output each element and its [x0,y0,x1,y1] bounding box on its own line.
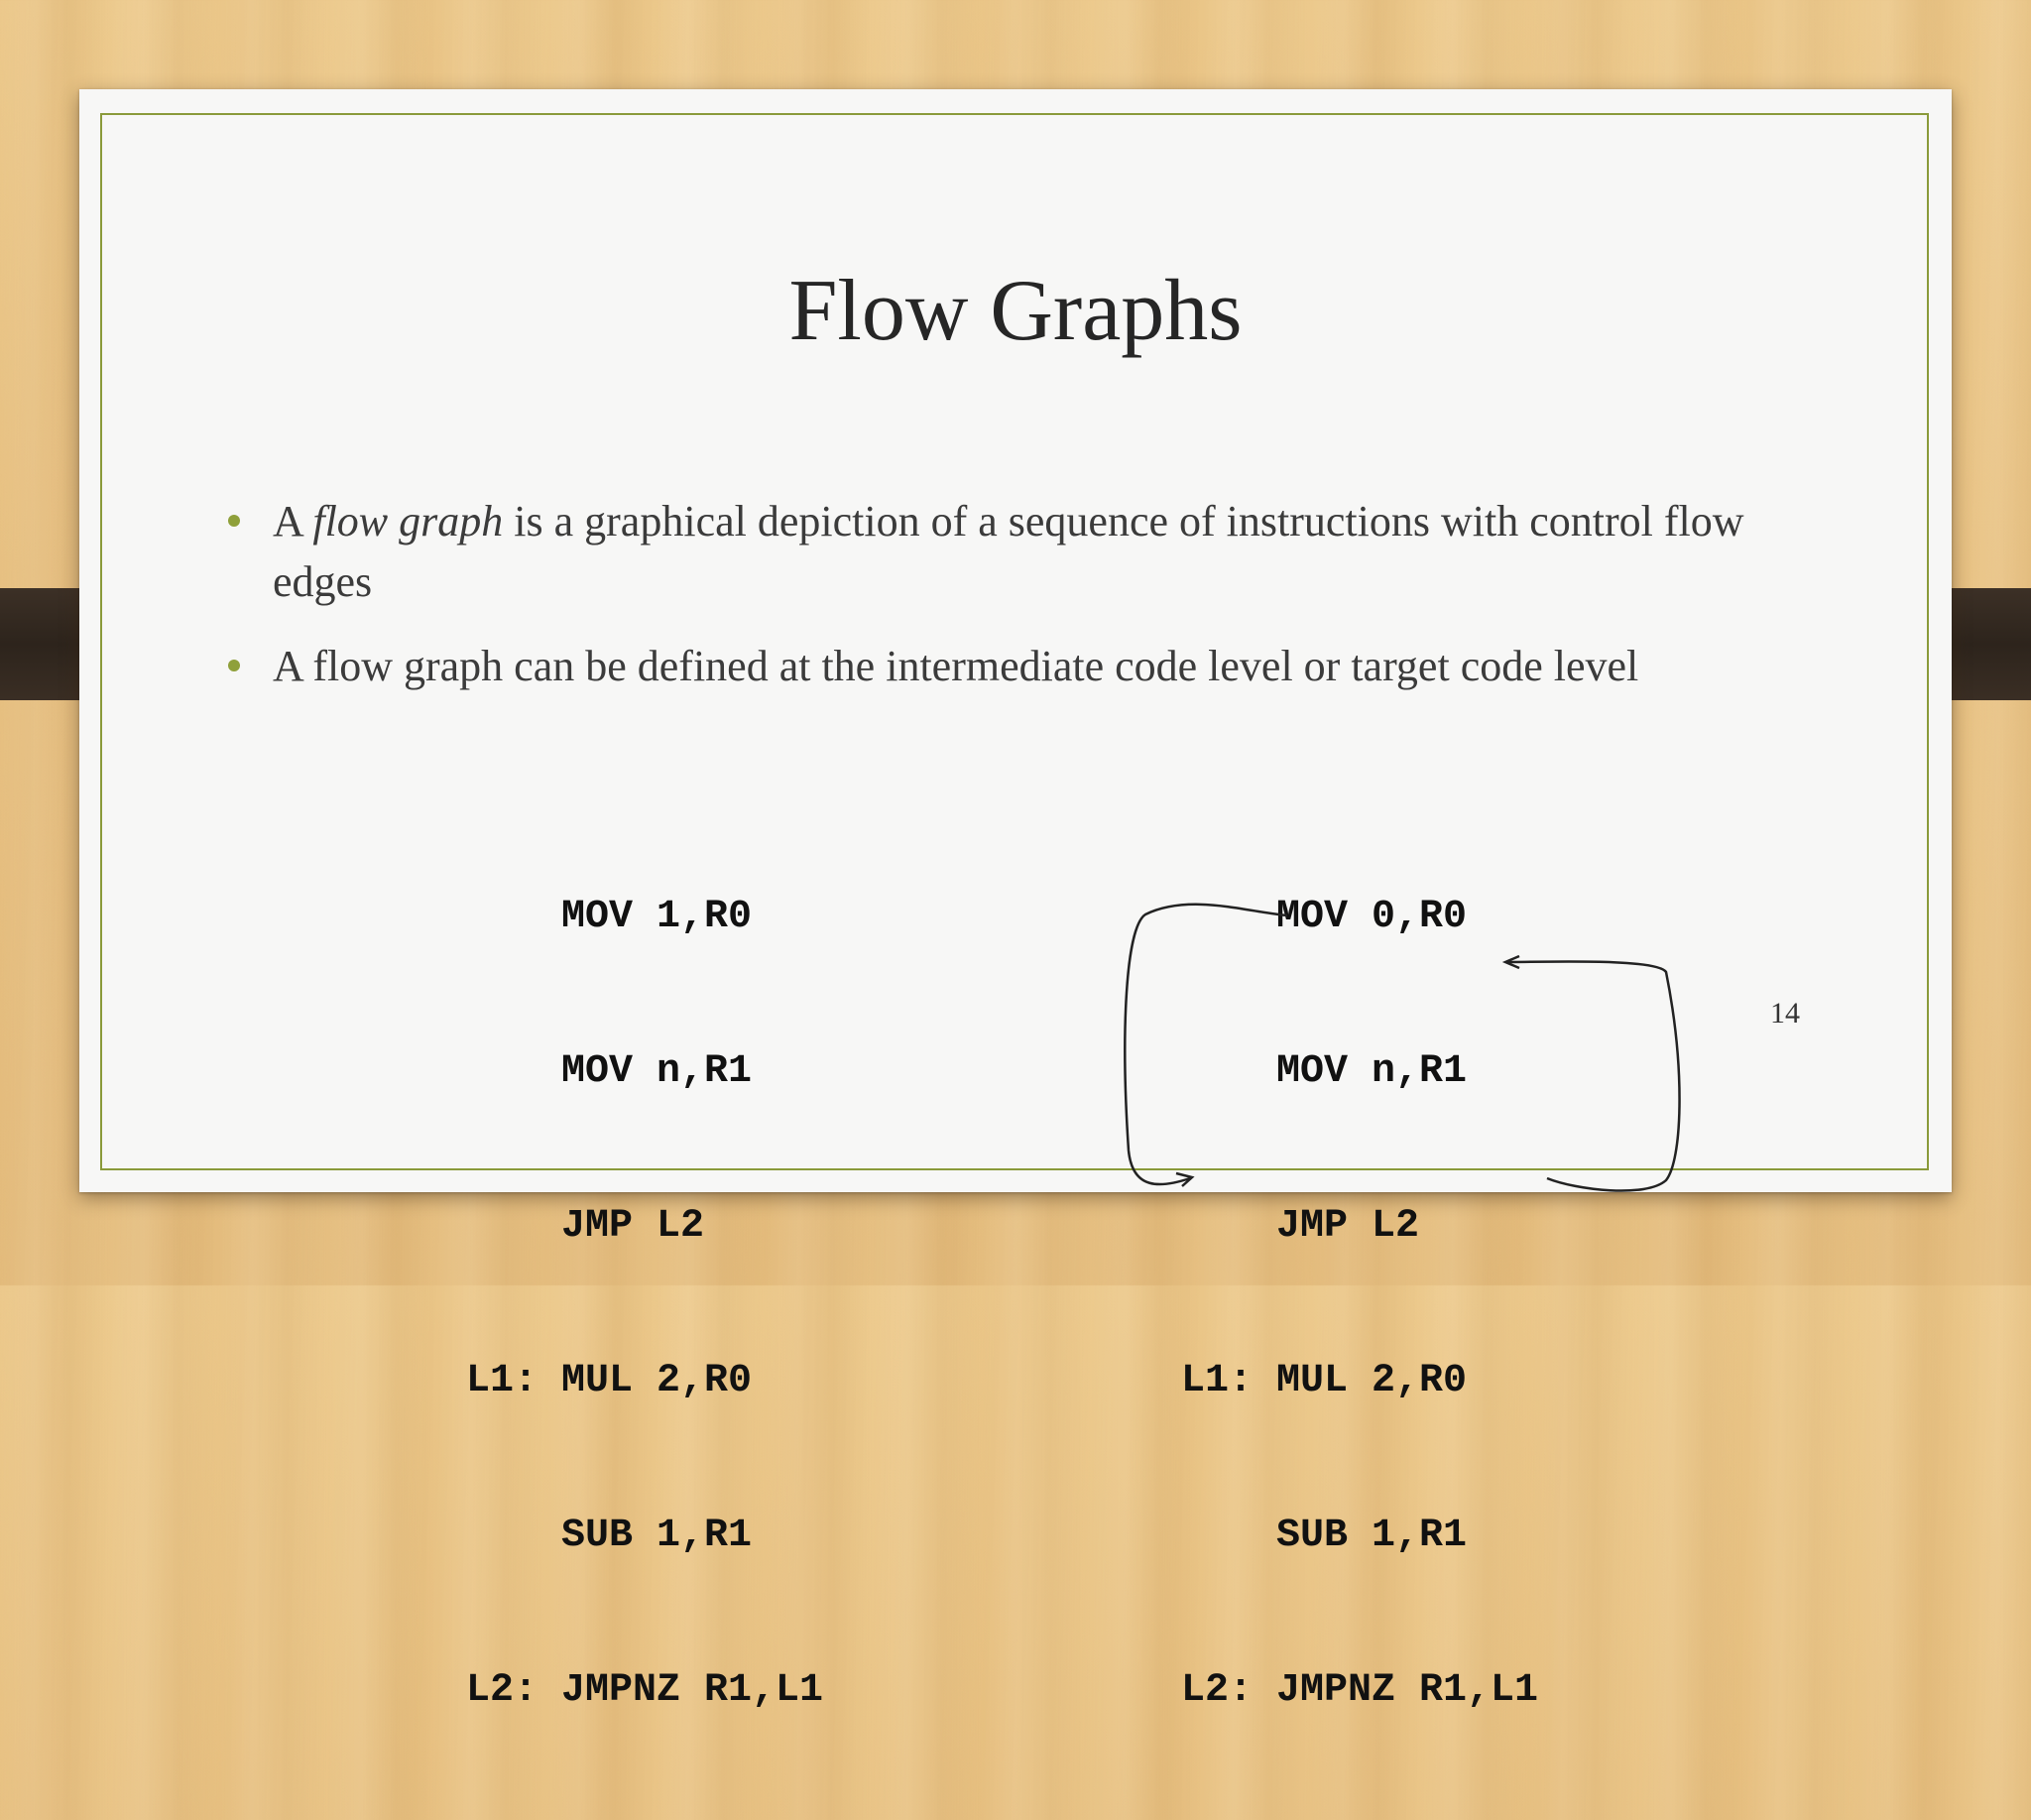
bullet-text-suffix: is a graphical depiction of a sequence of instructions with control flow edges [273,497,1744,606]
code-instruction: MOV n,R1 [561,1049,753,1094]
code-line [1181,1511,1538,1562]
code-instruction: JMP L2 [561,1204,705,1249]
code-line [466,892,823,943]
code-instruction: MOV 0,R0 [1276,895,1468,939]
code-instruction: JMPNZ R1,L1 [561,1668,824,1713]
bullet-emphasis: flow graph [312,497,504,546]
bullet-text-prefix: A [273,497,313,546]
bullet-dot-icon [228,515,240,527]
code-label: L1: [466,1359,538,1403]
code-line [1181,1201,1538,1253]
code-instruction: MUL 2,R0 [561,1359,753,1403]
code-instruction: JMPNZ R1,L1 [1276,1668,1539,1713]
code-line [1181,1665,1538,1717]
code-block-right [1181,789,1538,1820]
bullet-item [218,491,1745,612]
slide-title: Flow Graphs [788,263,1243,359]
code-line [466,1511,823,1562]
code-line [466,1046,823,1098]
page-number: 14 [1770,997,1800,1030]
code-label: L2: [1181,1668,1254,1713]
code-block-left [466,789,823,1820]
slide [79,89,1952,1713]
code-instruction: MUL 2,R0 [1276,1359,1468,1403]
code-instruction: MOV n,R1 [1276,1049,1468,1094]
code-line [1181,1046,1538,1098]
code-line [466,1665,823,1717]
bullet-text: A flow graph can be defined at the intermediate code level or target code level [273,642,1639,690]
code-label: L2: [466,1668,538,1713]
code-line [1181,1356,1538,1407]
code-label: L1: [1181,1359,1254,1403]
code-instruction: SUB 1,R1 [561,1514,753,1558]
bullet-dot-icon [228,660,240,671]
bullet-list [218,491,1745,720]
code-instruction: SUB 1,R1 [1276,1514,1468,1558]
code-instruction: MOV 1,R0 [561,895,753,939]
code-line [466,1356,823,1407]
bullet-item [218,636,1745,696]
code-line [466,1201,823,1253]
code-line [1181,892,1538,943]
code-instruction: JMP L2 [1276,1204,1420,1249]
